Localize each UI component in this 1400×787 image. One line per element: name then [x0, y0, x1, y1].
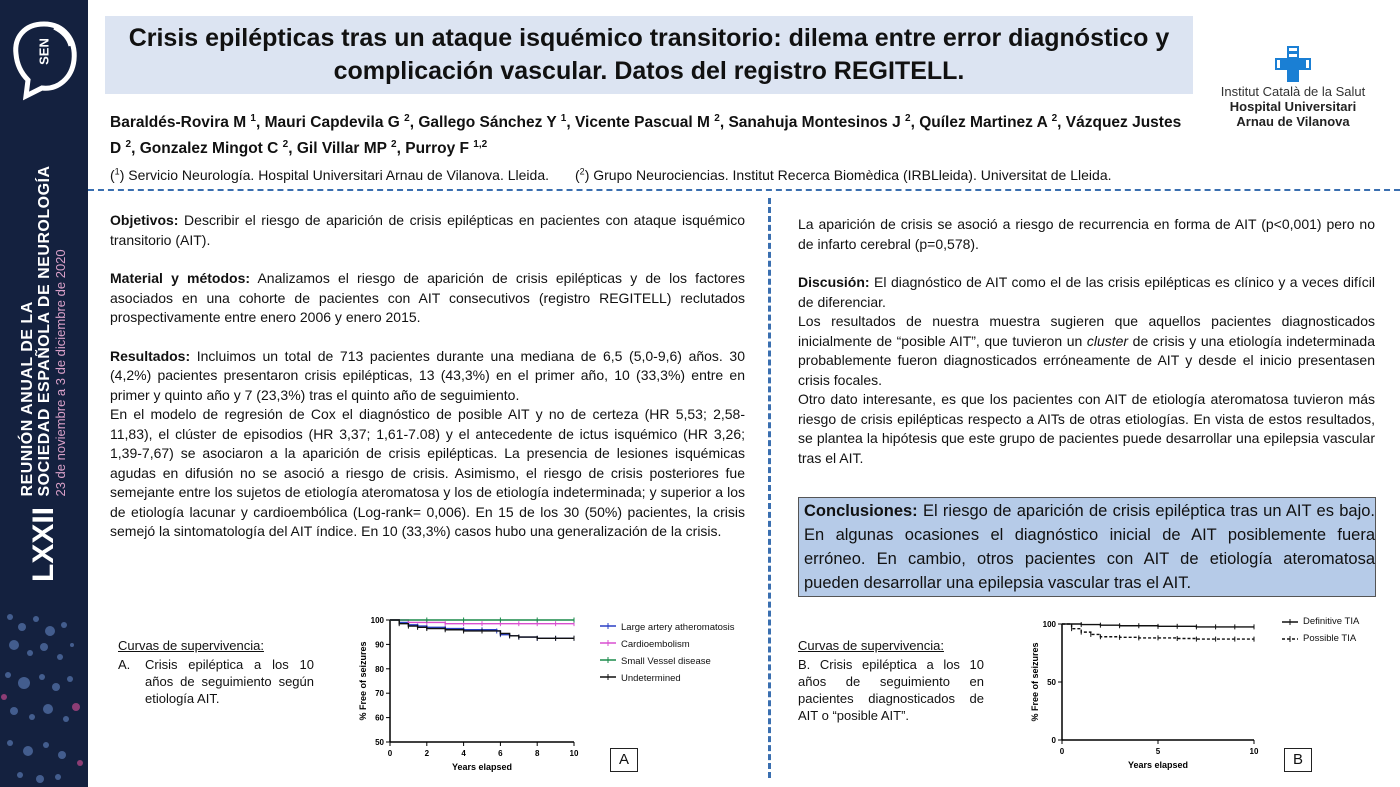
legend-swatch — [600, 656, 616, 664]
legend-item — [600, 622, 740, 633]
poster-title: Crisis epilépticas tras un ataque isquémico transitorio: dilema entre error diagnóstico y complicación vascular. Datos del registro REGITELL. — [128, 24, 1170, 85]
x-tick-label: 5 — [1155, 747, 1161, 756]
author-list: Baraldés-Rovira M $^1$, Mauri Capdevila G $^2$, Gallego Sánchez Y $^1$, Vicente Pascual M $^2$, Sanahuja Montesinos J $^2$, Quílez Martinez A $^2$, Vázquez Justes D $^2$, Gonzalez Mingot C $^2$, Gil Villar MP $^2$, Purroy F $^{1,2}$ — [110, 113, 1182, 158]
x-tick-label: 8 — [534, 749, 540, 758]
conference-title — [19, 165, 69, 582]
x-tick-label: 0 — [1059, 747, 1065, 756]
conclusiones-text: El riesgo de aparición de crisis epiléptica tras un AIT es bajo. En algunas ocasiones el diagnóstico inicial de AIT posiblemente fuera erróneo. En cambio, otros pacientes con AIT de etiología ateromatosa pueden desarrollar una epilepsia vascular tras el AIT. — [804, 502, 1375, 592]
y-axis-label: % Free of seizures — [358, 641, 368, 721]
curves-a-text: Crisis epiléptica a los 10 años de seguimiento según etiología AIT. — [145, 657, 314, 706]
legend-label: Undetermined — [621, 673, 681, 684]
health-cross-icon — [1275, 46, 1311, 82]
conference-number: LXXII — [27, 506, 60, 582]
x-tick-label: 4 — [461, 749, 466, 758]
curves-a-label: A. — [118, 657, 131, 672]
hospital-logo — [1208, 46, 1378, 138]
survival-chart-b — [1020, 612, 1262, 778]
decorative-brain-dots — [0, 587, 88, 787]
x-axis-label: Years elapsed — [451, 762, 513, 772]
objetivos-section: Objetivos: Describir el riesgo de aparición de crisis epilépticas en pacientes con ataque isquémico transitorio (AIT). — [110, 212, 745, 248]
legend-label: Definitive TIA — [1303, 616, 1360, 627]
y-tick-label: 70 — [375, 689, 384, 699]
legend-swatch — [600, 639, 616, 647]
legend-label: Cardioembolism — [621, 639, 690, 650]
y-tick-label: 90 — [375, 640, 384, 650]
left-column — [110, 211, 745, 542]
legend-swatch — [600, 673, 616, 681]
y-tick-label: 100 — [1042, 620, 1056, 629]
affiliation-1: ($^1$) Servicio Neurología. Hospital Universitari Arnau de Vilanova. Lleida. — [110, 166, 549, 183]
vertical-divider — [768, 198, 771, 778]
horizontal-divider — [88, 189, 1400, 191]
legend-swatch — [600, 622, 616, 630]
conference-banner — [0, 0, 88, 787]
discusion-paragraph-3: Otro dato interesante, es que los pacientes con AIT de etiología ateromatosa tuvieron más riesgo de crisis epilépticas respecto a AITs de otras etiologías. En vista de estos resultados, se plantea la hipótesis que este grupo de pacientes puede desarrollar una epilepsia vascular tras el AIT. — [798, 391, 1375, 466]
conference-date: 23 de noviembre a 3 de diciembre de 2020 — [53, 249, 68, 497]
author: Purroy F $^{1,2}$ — [405, 139, 488, 158]
x-tick-label: 10 — [569, 749, 579, 758]
curves-b-text: B. Crisis epiléptica a los 10 años de seguimiento en pacientes diagnosticados de AIT o “posible AIT”. — [798, 657, 984, 723]
author: Gallego Sánchez Y $^1$ — [418, 113, 567, 132]
legend-label: Possible TIA — [1303, 633, 1357, 644]
curves-a-heading: Curvas de supervivencia: — [118, 638, 264, 653]
legend-swatch — [1282, 618, 1298, 626]
x-tick-label: 2 — [424, 749, 430, 758]
chart-a-legend — [600, 622, 740, 690]
affiliation-2: ($^2$) Grupo Neurociencias. Institut Recerca Biomèdica (IRBLleida). Universitat de Lleida. — [575, 166, 1112, 183]
right-column — [798, 215, 1375, 468]
conclusiones-label: Conclusiones: — [804, 502, 918, 520]
hospital-name-2: Arnau de Vilanova — [1236, 114, 1350, 129]
figure-label-b: B — [1284, 748, 1312, 772]
sen-logo-text: SEN — [36, 38, 52, 65]
conclusiones-box — [798, 497, 1376, 597]
conference-line-2: SOCIEDAD ESPAÑOLA DE NEUROLOGÍA — [36, 165, 53, 497]
resultados-section: Resultados: Incluimos un total de 713 pacientes durante una mediana de 6,5 (5,0-9,6) años. 30 (4,2%) pacientes presentaron crisis epilépticas, 13 (43,3%) en el primer año, 10 (33,3%) entre en primer y quinto año y 7 (23,3%) tras el quinto año de seguimiento. — [110, 347, 746, 403]
curves-b-heading: Curvas de supervivencia: — [798, 638, 944, 653]
affiliations — [110, 162, 1200, 184]
x-tick-label: 6 — [498, 749, 503, 758]
discusion-section: Discusión: El diagnóstico de AIT como el de las crisis epilépticas es clínico y a veces difícil de diferenciar. — [798, 274, 1375, 310]
legend-item — [600, 656, 740, 667]
author: Vázquez Justes D $^2$ — [110, 114, 1182, 158]
chart-b-legend — [1282, 616, 1382, 650]
figure-label-a: A — [610, 748, 638, 772]
curves-a-caption — [118, 637, 314, 707]
hospital-name-1: Hospital Universitari — [1229, 99, 1357, 114]
conference-line-1: REUNIÓN ANUAL DE LA — [19, 301, 36, 497]
legend-label: Large artery atheromatosis — [621, 622, 735, 633]
y-tick-label: 100 — [370, 616, 384, 625]
author: Gonzalez Mingot C $^2$ — [139, 139, 289, 158]
legend-swatch — [1282, 635, 1298, 643]
author: Vicente Pascual M $^2$ — [574, 113, 720, 132]
discusion-paragraph-2: Los resultados de nuestra muestra sugieren que aquellos pacientes diagnosticados inicialmente de “posible AIT”, que tuvieron un cluster de crisis y una etiología indeterminada probablemente fueron diagnosticados erróneamente de AIT y desde el inicio presentasen crisis focales. — [798, 313, 1375, 388]
author: Gil Villar MP $^2$ — [296, 139, 397, 158]
survival-chart-a — [346, 612, 586, 778]
y-tick-label: 50 — [1047, 678, 1056, 687]
x-axis-label: Years elapsed — [1127, 760, 1189, 770]
resultados-cox: En el modelo de regresión de Cox el diagnóstico de posible AIT y no de certeza (HR 5,53; 2,58-11,83), el clúster de episodios (HR 3,37; 1,61-7.08) y el antecedente de ictus isquémico (HR 3,26; 1,39-7,67) se asociaron a la aparición de crisis epilépticas. La presencia de lesiones isquémicas agudas en difusión no se asoció a riesgo de crisis. Asimismo, el riesgo de crisis posteriores fue semejante entre los sujetos de etiología ateromatosa y los de etiología indeterminada; y superior a los de etiología lacunar y cardioembólica (Log-rank= 0,006). En 15 de los 30 (50%) pacientes, la crisis semejó la sintomatología del AIT índice. En 10 (33,3%) casos hubo una generalización de la crisis. — [110, 406, 745, 539]
author: Baraldés-Rovira M $^1$ — [110, 113, 256, 132]
y-axis-label: % Free of seizures — [1030, 642, 1040, 722]
author: Mauri Capdevila G $^2$ — [264, 113, 410, 132]
x-tick-label: 0 — [387, 749, 393, 758]
y-tick-label: 50 — [375, 738, 384, 747]
author: Quílez Martinez A $^2$ — [919, 113, 1058, 132]
legend-label: Small Vessel disease — [621, 656, 711, 667]
legend-item — [600, 639, 740, 650]
legend-item — [600, 673, 740, 684]
y-tick-label: 0 — [1051, 736, 1056, 745]
legend-item — [1282, 616, 1382, 627]
institution-name: Institut Català de la Salut — [1220, 84, 1366, 99]
title-box — [105, 16, 1193, 94]
material-section: Material y métodos: Analizamos el riesgo de aparición de crisis epilépticas y de los factores asociados en una cohorte de pacientes con AIT consecutivos (registro REGITELL) reclutados prospectivamente entre enero 2006 y enero 2015. — [110, 270, 745, 325]
legend-item — [1282, 633, 1382, 644]
author: Sanahuja Montesinos J $^2$ — [728, 113, 911, 132]
recurrence-paragraph: La aparición de crisis se asoció a riesgo de recurrencia en forma de AIT (p<0,001) pero no de infarto cerebral (p=0,578). — [798, 216, 1375, 252]
y-tick-label: 60 — [375, 713, 384, 723]
y-tick-label: 80 — [375, 664, 384, 674]
curves-b-caption — [798, 637, 984, 724]
x-tick-label: 10 — [1249, 747, 1259, 756]
